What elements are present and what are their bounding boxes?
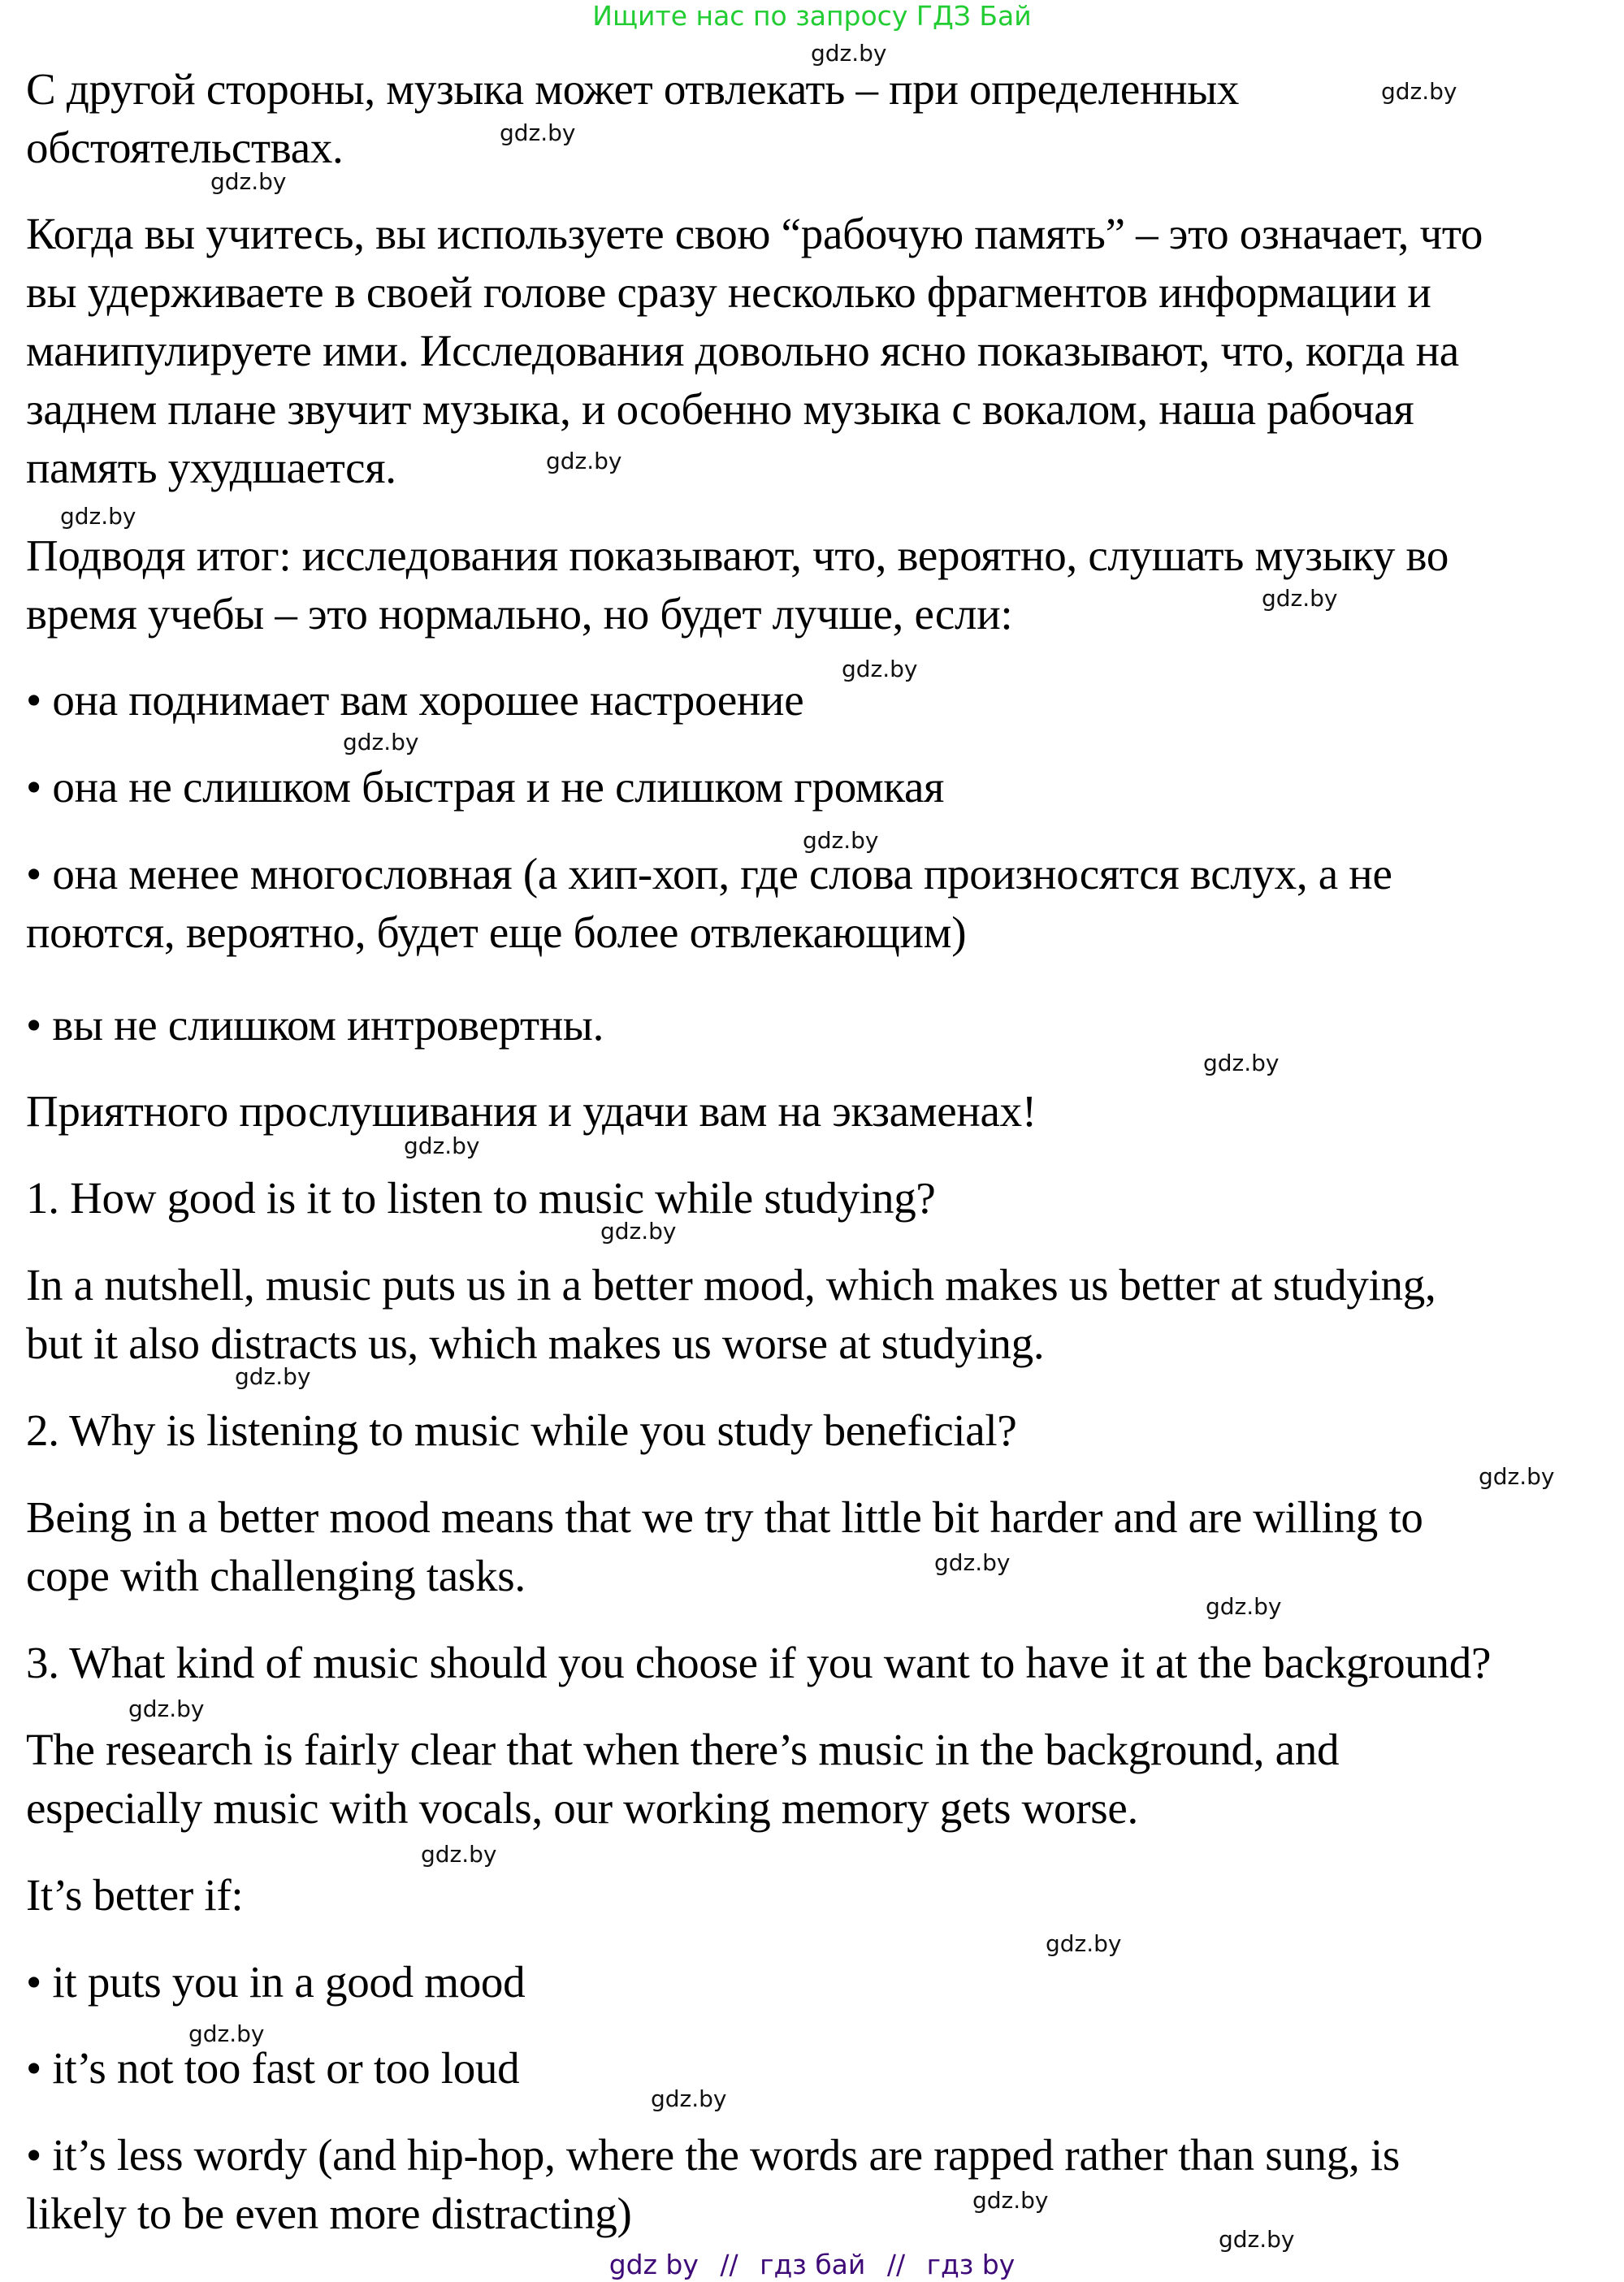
answer-1: but it also distracts us, which makes us worse at studying. [26, 1319, 1045, 1368]
watermark: gdz.by [651, 2085, 727, 2112]
text-line: время учебы – это нормально, но будет лучше, если: [26, 589, 1013, 639]
footer-link-gdz-by[interactable]: gdz by [608, 2249, 699, 2280]
watermark: gdz.by [500, 119, 576, 146]
watermark: gdz.by [1479, 1463, 1555, 1490]
footer-separator: // [720, 2249, 738, 2280]
bullet-item: • она не слишком быстрая и не слишком громкая [26, 762, 945, 812]
watermark: gdz.by [210, 168, 287, 195]
watermark: gdz.by [546, 448, 622, 474]
text-line: It’s better if: [26, 1870, 244, 1920]
watermark: gdz.by [421, 1841, 497, 1868]
text-line: Приятного прослушивания и удачи вам на экзаменах! [26, 1086, 1037, 1136]
text-line: Подводя итог: исследования показывают, что, вероятно, слушать музыку во [26, 530, 1449, 580]
watermark: gdz.by [803, 827, 879, 854]
question-1: 1. How good is it to listen to music while studying? [26, 1173, 936, 1223]
watermark: gdz.by [972, 2187, 1049, 2214]
watermark: gdz.by [404, 1132, 480, 1159]
watermark: gdz.by [1206, 1593, 1282, 1620]
answer-3: The research is fairly clear that when there’s music in the background, and [26, 1725, 1340, 1774]
bullet-item: • it puts you in a good mood [26, 1957, 526, 2007]
search-banner: Ищите нас по запросу ГДЗ Бай [592, 0, 1032, 32]
watermark: gdz.by [188, 2020, 265, 2047]
question-3: 3. What kind of music should you choose if you want to have it at the background? [26, 1638, 1492, 1687]
question-2: 2. Why is listening to music while you study beneficial? [26, 1405, 1017, 1455]
answer-3: especially music with vocals, our working memory gets worse. [26, 1783, 1138, 1833]
watermark: gdz.by [842, 656, 918, 682]
footer-links [0, 2249, 1624, 2281]
watermark: gdz.by [1381, 78, 1457, 105]
footer-separator: // [886, 2249, 906, 2280]
bullet-item: • it’s less wordy (and hip-hop, where the words are rapped rather than sung, is [26, 2130, 1400, 2180]
watermark: gdz.by [1262, 585, 1338, 612]
footer-link-gdz-by-cyr[interactable]: гдз by [926, 2249, 1016, 2280]
text-line: обстоятельствах. [26, 123, 344, 172]
bullet-item: • она поднимает вам хорошее настроение [26, 675, 804, 725]
watermark: gdz.by [128, 1695, 205, 1722]
bullet-item: • вы не слишком интровертны. [26, 1000, 604, 1050]
watermark: gdz.by [811, 40, 887, 67]
watermark: gdz.by [235, 1363, 311, 1390]
bullet-item: • она менее многословная (а хип-хоп, где слова произносятся вслух, а не [26, 849, 1392, 899]
text-line: заднем плане звучит музыка, и особенно музыка с вокалом, наша рабочая [26, 384, 1414, 434]
watermark: gdz.by [600, 1218, 677, 1245]
answer-1: In a nutshell, music puts us in a better mood, which makes us better at studying, [26, 1260, 1436, 1310]
text-line: манипулируете ими. Исследования довольно ясно показывают, что, когда на [26, 326, 1459, 375]
text-line: С другой стороны, музыка может отвлекать – при определенных [26, 64, 1240, 114]
text-line: likely to be even more distracting) [26, 2189, 632, 2238]
answer-2: cope with challenging tasks. [26, 1551, 526, 1600]
text-line: поются, вероятно, будет еще более отвлекающим) [26, 907, 967, 957]
watermark: gdz.by [934, 1549, 1011, 1576]
watermark: gdz.by [343, 729, 419, 756]
watermark: gdz.by [60, 503, 136, 530]
text-line: вы удерживаете в своей голове сразу несколько фрагментов информации и [26, 267, 1431, 317]
text-line: память ухудшается. [26, 443, 396, 492]
watermark: gdz.by [1046, 1930, 1122, 1957]
footer-link-gdz-bai[interactable]: гдз бай [760, 2249, 866, 2280]
bullet-item: • it’s not too fast or too loud [26, 2043, 520, 2093]
watermark: gdz.by [1203, 1050, 1280, 1076]
text-line: Когда вы учитесь, вы используете свою “рабочую память” – это означает, что [26, 209, 1483, 258]
watermark: gdz.by [1219, 2226, 1295, 2253]
answer-2: Being in a better mood means that we try that little bit harder and are willing to [26, 1492, 1423, 1542]
